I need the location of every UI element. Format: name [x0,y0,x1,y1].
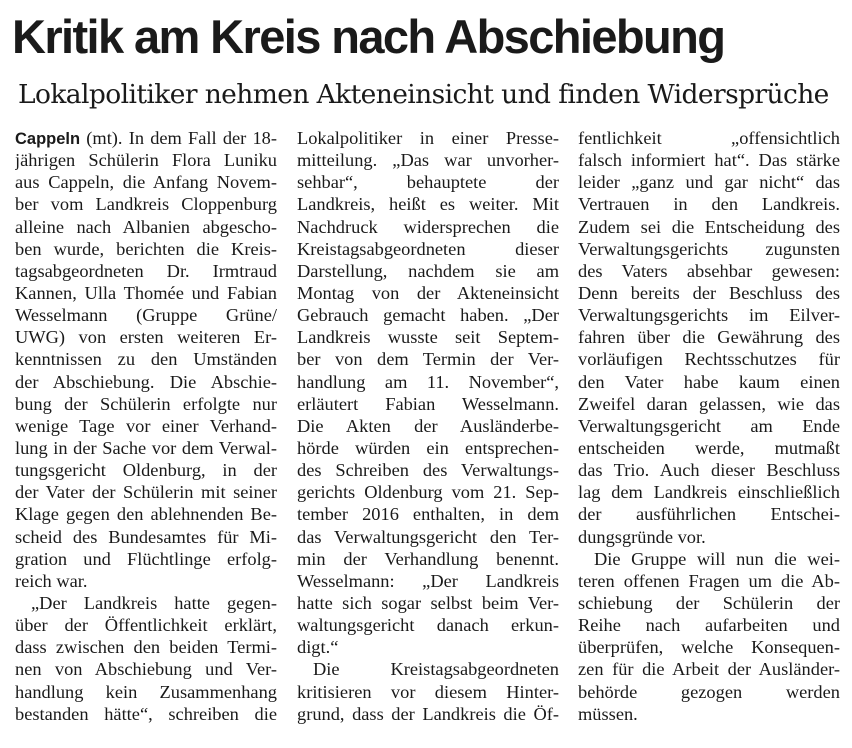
text-line: hatte sich sogar selbst beim Ver- [297,592,559,613]
text-line: Reihe nach aufarbeiten und [578,615,840,636]
text-line: gerichts Oldenburg vom 21. Sep- [297,482,559,503]
text-line: erläutert Fabian Wesselmann. [297,393,559,414]
text-line: Die Gruppe will nun die wei- [594,548,840,569]
text-line: bestanden hätte“, schreiben die [15,703,277,724]
text-line: falsch informiert hat“. Das stärke [578,150,840,171]
text-line: grund, dass der Landkreis die Öf- [297,703,559,724]
text-line: fentlichkeit „offensichtlich [578,128,840,148]
text-line: teren offenen Fragen um die Ab- [578,570,840,591]
text-line: Montag von der Akteneinsicht [297,282,559,303]
text-line: lung in der Sache vor dem Verwal- [15,437,277,458]
text-line: des Vaters absehbar gewesen: [578,260,840,281]
text-line: der ausführlichen Entschei- [578,504,840,525]
text-line: Verwaltungsgerichts zugunsten [578,238,840,259]
text-line: Zweifel daran gelassen, wie das [578,393,840,414]
text-line: Nachdruck widersprechen die [297,216,559,237]
text-line: Lokalpolitiker in einer Presse- [297,128,559,148]
text-line: handlung am 11. November“, [297,371,559,392]
text-line: Die Akten der Ausländerbe- [297,415,559,436]
text-line: digt.“ [297,637,339,658]
article-column-3 [578,127,840,725]
text-line: mitteilung. „Das war unvorher- [297,150,559,171]
text-line: das Verwaltungsgericht den Ter- [297,526,559,547]
text-line: das Trio. Auch dieser Beschluss [578,460,840,481]
text-line: Cappeln (mt). In dem Fall der 18- [15,128,277,148]
text-line: sehbar“, behauptete der [297,172,559,193]
text-line: dass zwischen den beiden Termi- [15,637,277,658]
text-line: Kannen, Ulla Thomée und Fabian [15,282,277,303]
text-line: Wesselmann: „Der Landkreis [297,570,559,591]
text-line: gration und Flüchtlinge erfolg- [15,548,277,569]
text-line: hörde würden ein entsprechen- [297,437,559,458]
text-line: vorläufigen Rechtsschutzes für [578,349,840,370]
text-line: Vertrauen in den Landkreis. [578,194,840,215]
text-line: ben wurde, berichten die Kreis- [15,238,277,259]
text-line: entscheiden werde, mutmaßt [578,437,840,458]
text-line: Wesselmann (Gruppe Grüne/ [15,305,277,326]
text-line: UWG) von ersten weiteren Er- [15,327,277,348]
text-line: Landkreis, heißt es weiter. Mit [297,194,559,215]
text-line: „Der Landkreis hatte gegen- [31,592,277,613]
article-column-2 [297,127,559,725]
text-line: Landkreis wusste seit Septem- [297,327,559,348]
text-line: behörde gezogen werden [578,681,840,702]
text-line: aus Cappeln, die Anfang Novem- [15,172,277,193]
text-line: Klage gegen den ablehnenden Be- [15,504,277,525]
subheadline: Lokalpolitiker nehmen Akteneinsicht und finden Widersprüche [18,79,829,110]
text-line: den Vater habe kaum einen [578,371,840,392]
text-line: bung der Schülerin erfolgte nur [15,393,277,414]
text-line: ber vom Landkreis Cloppenburg [15,194,277,215]
text-line: waltungsgericht danach erkun- [297,615,559,636]
text-line: müssen. [578,703,638,724]
dateline-place: Cappeln [15,130,81,148]
text-line: Gebrauch gemacht haben. „Der [297,305,559,326]
text-line: reich war. [15,570,88,591]
text-line: lag dem Landkreis einschließlich [578,482,840,503]
text-line: tagsabgeordneten Dr. Irmtraud [15,260,277,281]
text-line: schiebung der Schülerin der [578,592,840,613]
text-line: kritisieren vor diesem Hinter- [297,681,559,702]
text-line: min der Verhandlung benennt. [297,548,559,569]
headline: Kritik am Kreis nach Abschiebung [12,10,725,63]
text-line: über der Öffentlichkeit erklärt, [15,615,277,636]
text-line: fahren über die Gewährung des [578,327,840,348]
text-line: kenntnissen zu den Umständen [15,349,277,370]
text-line: des Schreiben des Verwaltungs- [297,460,559,481]
article-column-1 [15,127,277,725]
text-line: überprüfen, welche Konsequen- [578,637,840,658]
text-line: dungsgründe vor. [578,526,706,547]
text-line: ber von dem Termin der Ver- [297,349,559,370]
text-line: Zudem sei die Entscheidung des [578,216,840,237]
text-line: wenige Tage vor einer Verhand- [15,415,277,436]
text-line: leider „ganz und gar nicht“ das [578,172,840,193]
text-line: Kreistagsabgeordneten dieser [297,238,559,259]
text-line: tungsgericht Oldenburg, in der [15,460,277,481]
text-line: Verwaltungsgerichts im Eilver- [578,305,840,326]
text-line: alleine nach Albanien abgescho- [15,216,277,237]
text-line: der Vater der Schülerin mit seiner [15,482,277,503]
text-line: Darstellung, nachdem sie am [297,260,559,281]
text-line: Denn bereits der Beschluss des [578,282,840,303]
text-line: tember 2016 enthalten, in dem [297,504,559,525]
text-line: handlung kein Zusammenhang [15,681,277,702]
text-line: scheid des Bundesamtes für Mi- [15,526,277,547]
text-line: der Abschiebung. Die Abschie- [15,371,277,392]
text-line: zen für die Arbeit der Ausländer- [578,659,840,680]
text-line: nen von Abschiebung und Ver- [15,659,277,680]
text-line: Die Kreistagsabgeordneten [313,659,559,680]
text-line: jährigen Schülerin Flora Luniku [15,150,277,171]
text-line: Verwaltungsgericht am Ende [578,415,840,436]
